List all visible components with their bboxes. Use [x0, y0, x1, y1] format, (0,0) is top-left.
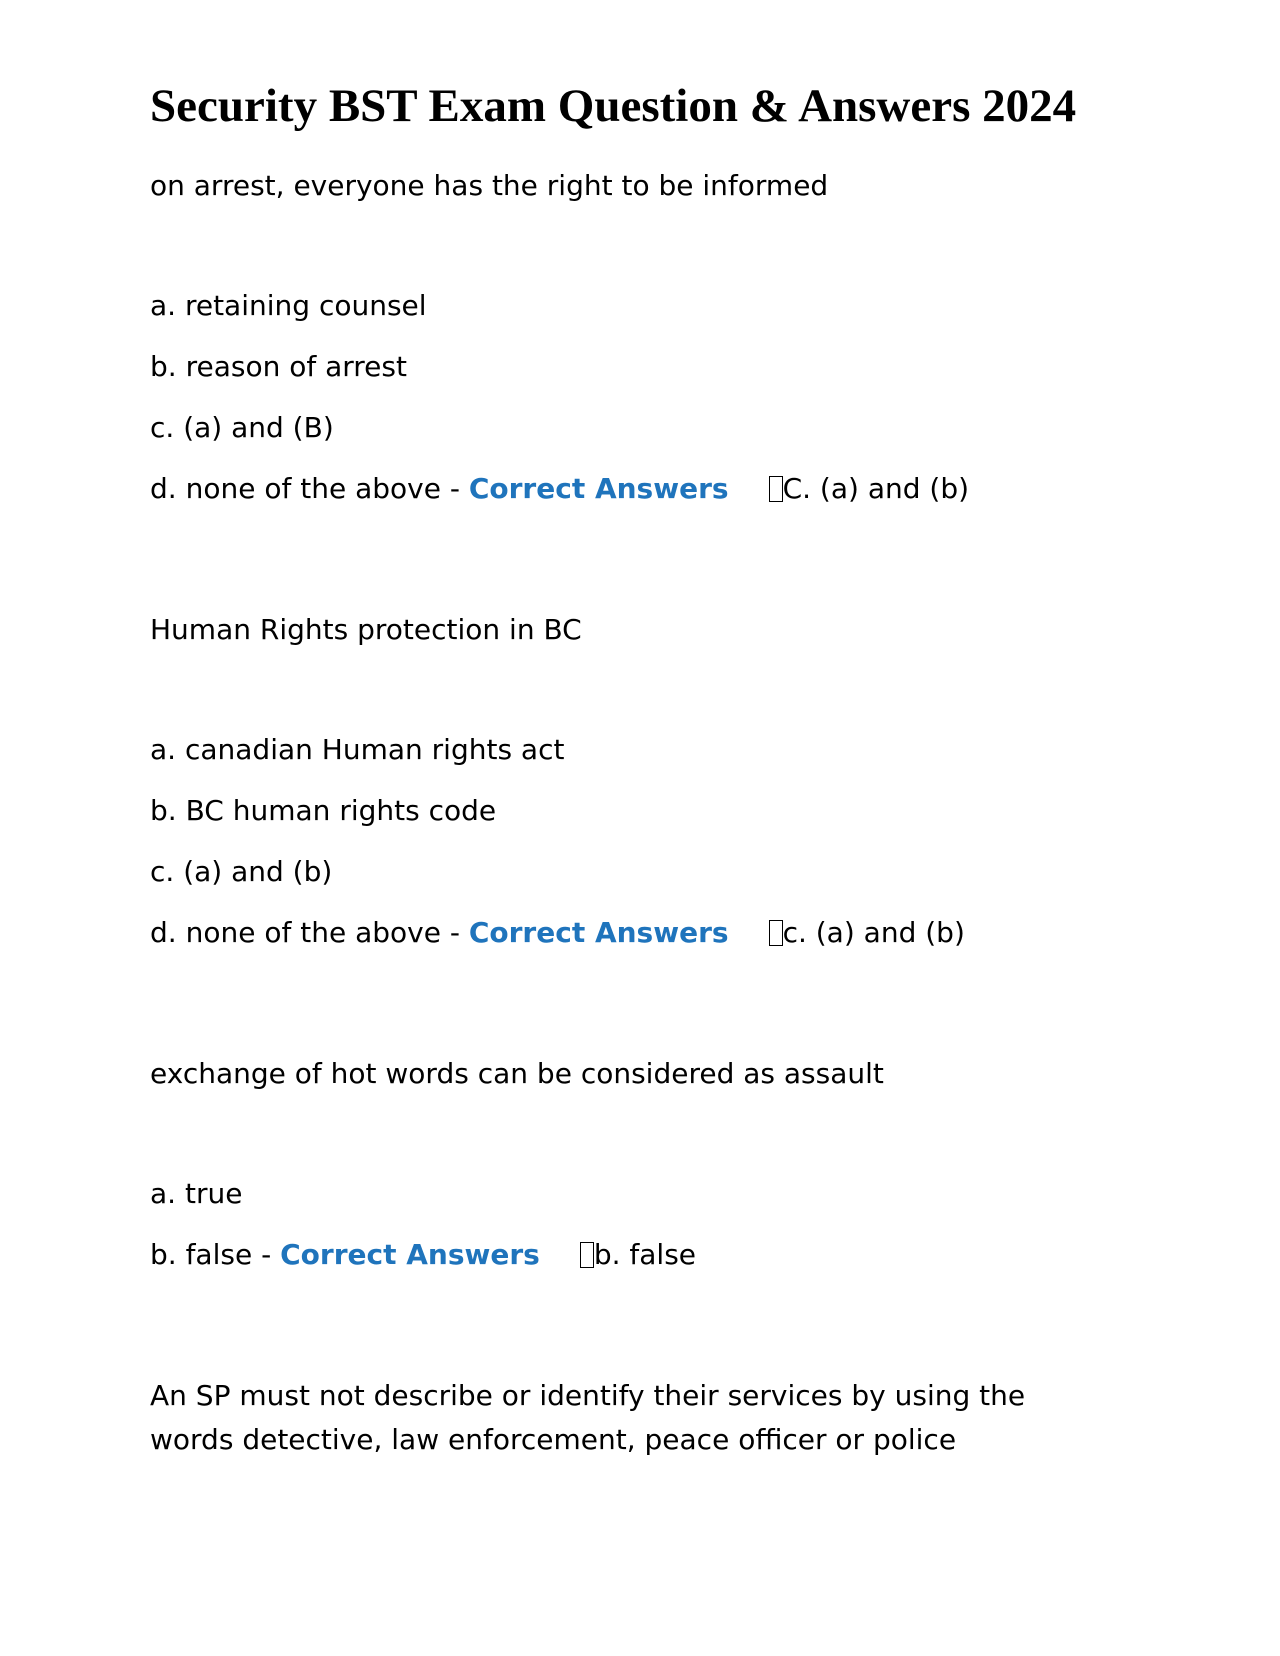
- answer-box-icon: [769, 920, 783, 946]
- question-text: Human Rights protection in BC: [150, 613, 582, 646]
- option-a: a. canadian Human rights act: [150, 733, 565, 766]
- option-b: b. false -: [150, 1238, 281, 1271]
- question-text: An SP must not describe or identify their services by using the words detective, law enforcement, peace officer or police: [150, 1379, 1026, 1456]
- option-d-with-answer: [150, 913, 1110, 953]
- option-d: d. none of the above -: [150, 916, 469, 949]
- question-block: [150, 608, 1110, 953]
- correct-answers-label: Correct Answers: [468, 472, 729, 505]
- option-c: c. (a) and (b): [150, 855, 333, 888]
- question-block: [150, 164, 1110, 509]
- correct-answers-label: Correct Answers: [468, 916, 729, 949]
- correct-answer: C. (a) and (b): [782, 472, 970, 505]
- option-d-with-answer: [150, 469, 1110, 509]
- option-a: a. retaining counsel: [150, 289, 427, 322]
- option-b: b. BC human rights code: [150, 794, 497, 827]
- correct-answers-label: Correct Answers: [280, 1238, 540, 1271]
- answer-box-icon: [580, 1242, 594, 1268]
- option-a: a. true: [150, 1177, 243, 1210]
- question-text: exchange of hot words can be considered as assault: [150, 1057, 884, 1090]
- option-d: d. none of the above -: [150, 472, 469, 505]
- option-c: c. (a) and (B): [150, 411, 334, 444]
- answer-box-icon: [769, 476, 783, 502]
- correct-answer: c. (a) and (b): [782, 916, 965, 949]
- question-block: [150, 1374, 1110, 1462]
- document-title: Security BST Exam Question & Answers 2024: [150, 80, 1077, 132]
- question-block: [150, 1052, 1110, 1275]
- question-text: on arrest, everyone has the right to be informed: [150, 169, 829, 202]
- document-page: [150, 78, 1110, 1462]
- option-b: b. reason of arrest: [150, 350, 407, 383]
- correct-answer: b. false: [593, 1238, 697, 1271]
- option-b-with-answer: [150, 1235, 1110, 1275]
